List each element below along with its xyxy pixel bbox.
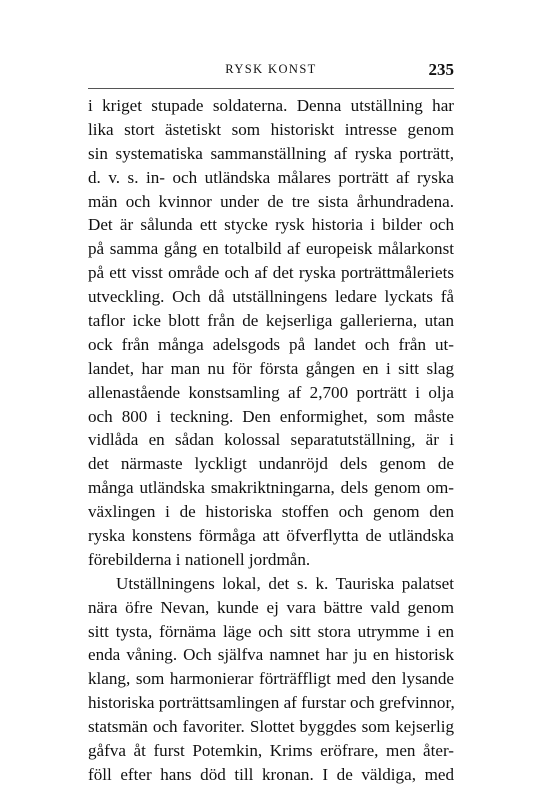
text-line: lika stort ästetiskt som historiskt intresse genom bbox=[88, 119, 454, 139]
text-line: allenastående konstsamling af 2,700 porträtt i olja bbox=[88, 382, 454, 402]
running-title: RYSK KONST bbox=[225, 62, 317, 76]
text-line: i kriget stupade soldaterna. Denna utställning har bbox=[88, 96, 454, 115]
text-line: sitt tysta, förnäma läge och sitt stora utrymme i en bbox=[88, 621, 454, 641]
text-line: Det är sålunda ett stycke rysk historia i bilder och bbox=[88, 215, 454, 235]
text-line: på ett visst område och af det ryska porträttmåleriets bbox=[88, 263, 454, 283]
text-line: och 800 i teckning. Den enformighet, som måste bbox=[88, 406, 454, 426]
text-line: taflor icke blott från de kejserliga gallerierna, utan bbox=[88, 311, 454, 331]
text-line: enda våning. Och själfva namnet har ju en historisk bbox=[88, 645, 454, 665]
text-line: växlingen i de historiska stoffen och genom den bbox=[88, 502, 454, 522]
text-line: gåfva åt furst Potemkin, Krims eröfrare, men åter- bbox=[88, 741, 454, 761]
text-line: historiska porträttsamlingen af furstar och grefvinnor, bbox=[88, 693, 455, 713]
text-line: ock från många adelsgods på landet och från ut- bbox=[88, 334, 454, 354]
text-line: sin systematiska sammanställning af ryska porträtt, bbox=[88, 143, 454, 163]
text-line: det närmaste lyckligt undanröjd dels genom de bbox=[88, 454, 454, 474]
text-line: d. v. s. in- och utländska målares porträtt af ryska bbox=[88, 167, 454, 187]
text-line: landet, har man nu för första gången en i sitt slag bbox=[88, 358, 454, 378]
text-line: föll efter hans död till kronan. I de väldiga, med bbox=[88, 764, 454, 784]
text-line: klang, som harmonierar förträffligt med den lysande bbox=[88, 669, 454, 689]
paragraph-1 bbox=[88, 94, 454, 572]
text-line: utveckling. Och då utställningens ledare lyckats få bbox=[88, 287, 454, 307]
text-line: på samma gång en totalbild af europeisk målarkonst bbox=[88, 239, 454, 259]
text-line: nära öfre Nevan, kunde ej vara bättre vald genom bbox=[88, 597, 454, 617]
text-line: förebilderna i nationell jordmån. bbox=[88, 549, 311, 569]
text-line: män och kvinnor under de tre sista århundradena. bbox=[88, 191, 454, 211]
running-head bbox=[88, 60, 454, 84]
body-text bbox=[88, 94, 454, 787]
page-number: 235 bbox=[428, 60, 454, 79]
text-line: ryska konstens förmåga att öfverflytta de utländska bbox=[88, 526, 454, 546]
paragraph-2 bbox=[88, 572, 454, 787]
text-line: Utställningens lokal, det s. k. Tauriska palatset bbox=[116, 573, 454, 593]
text-line: statsmän och favoriter. Slottet byggdes som kejserlig bbox=[88, 717, 454, 737]
text-line: många utländska smakriktningarna, dels genom om- bbox=[88, 478, 454, 498]
header-rule bbox=[88, 88, 454, 89]
text-line: vidlåda en sådan kolossal separatutställning, är i bbox=[88, 430, 454, 450]
